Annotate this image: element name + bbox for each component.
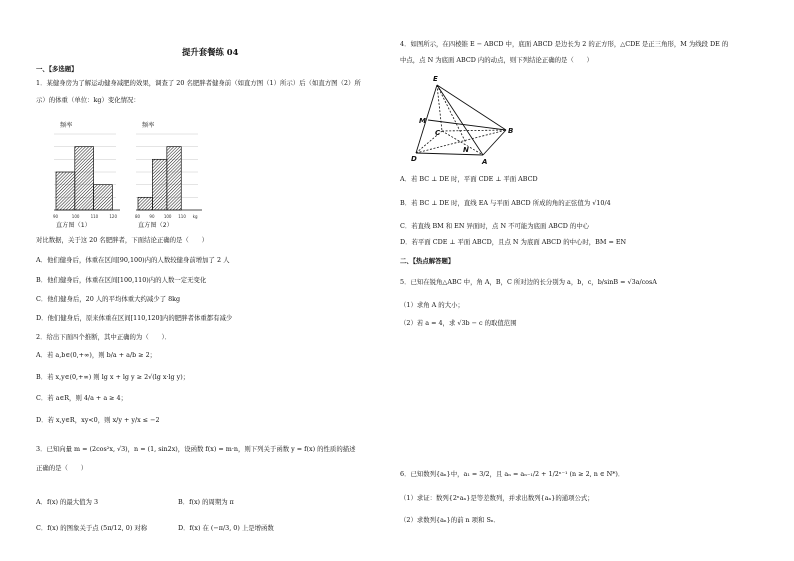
x-tick-label: 100 — [71, 214, 80, 219]
bar-[100,110) — [75, 147, 94, 210]
q1-line1: 1．某健身房为了解运动健身减肥的效果，调查了 20 名肥胖者健身前（如直方图（1）所示）后（如直方图（2）所 — [36, 79, 361, 87]
edge-EB — [437, 85, 506, 130]
edge-DA — [416, 153, 483, 155]
x-tick-label: 110 — [90, 214, 99, 219]
q3-option-c: C．f(x) 的图象关于点 (5π/12, 0) 对称 — [36, 524, 148, 532]
segment-EN — [437, 85, 466, 143]
q3-line1: 3．已知向量 m = (2cos²x, √3)，n = (1, sin2x)，设函数 f(x) = m·n，则下列关于函数 y = f(x) 的性质的描述 — [36, 445, 356, 453]
q1-option-b: B．他们健身后，体重在区间[100,110)内的人数一定无变化 — [36, 276, 207, 284]
q5-part2: （2）若 a = 4，求 √3b − c 的取值范围 — [400, 319, 517, 327]
chart-title: 频率 — [142, 122, 155, 129]
q4-line2: 中点，点 N 为底面 ABCD 内的动点，则下列结论正确的是（ ） — [400, 56, 593, 64]
q1-prompt: 对比数据，关于这 20 名肥胖者，下面结论正确的是（ ） — [36, 236, 208, 244]
q2-option-a: A．若 a,b∈(0,+∞)，则 b/a + a/b ≥ 2； — [36, 351, 157, 359]
label-D: D — [411, 155, 417, 163]
q2-stem: 2．给出下面四个推断，其中正确的为（ ）． — [36, 333, 172, 341]
q6-part2: （2）求数列{aₙ}的前 n 项和 Sₙ． — [400, 516, 501, 524]
bar-[90,100) — [56, 172, 75, 210]
x-tick-label: 120 — [109, 214, 118, 219]
x-tick-label: kg — [192, 214, 198, 219]
x-tick-label: 110 — [178, 214, 186, 219]
q2-option-c: C．若 a∈R，则 4/a + a ≥ 4； — [36, 394, 127, 402]
pyramid-figure — [408, 68, 520, 168]
q4-option-c: C．若直线 BM 和 EN 异面时，点 N 不可能为底面 ABCD 的中心 — [400, 222, 590, 230]
q4-option-b: B．若 BC ⊥ DE 时，直线 EA 与平面 ABCD 所成的角的正弦值为 √10/4 — [400, 199, 611, 207]
q3-option-d: D．f(x) 在 (−π/3, 0) 上是增函数 — [178, 524, 274, 532]
bar-[110,120] — [94, 185, 113, 210]
edge-AB — [483, 130, 506, 155]
chart-caption: 直方图（2） — [138, 222, 173, 229]
label-A: A — [482, 158, 488, 166]
label-M: M — [419, 117, 426, 125]
x-tick-label: 90 — [149, 214, 155, 219]
q2-option-b: B．若 x,y∈(0,+∞) 则 lg x + lg y ≥ 2√(lg x·lg y)； — [36, 373, 190, 381]
q4-line1: 4．如图所示，在四棱锥 E − ABCD 中，底面 ABCD 是边长为 2 的正方形，△CDE 是正三角形，M 为线段 DE 的 — [400, 40, 729, 48]
label-B: B — [508, 127, 514, 135]
q4-option-d: D．若平面 CDE ⊥ 平面 ABCD，且点 N 为底面 ABCD 的中心时，BM = EN — [400, 238, 627, 246]
edge-CB — [442, 130, 506, 131]
histogram-2 — [118, 112, 218, 230]
page-title: 提升套餐练 04 — [182, 47, 239, 57]
edge-EA — [437, 85, 483, 155]
x-tick-label: 90 — [53, 214, 59, 219]
q5-part1: （1）求角 A 的大小； — [400, 301, 464, 309]
bar-[80,90) — [138, 197, 152, 210]
bar-[90,100) — [152, 159, 166, 210]
q3-line2: 正确的是（ ） — [36, 464, 88, 472]
q1-line2: 示）的体重（单位：kg）变化情况： — [36, 96, 140, 104]
q6-stem: 6．已知数列{aₙ}中，a₁ = 3/2，且 aₙ = aₙ₋₁/2 + 1/2ⁿ⁻¹ (n ≥ 2, n ∈ N*)． — [400, 470, 625, 478]
q1-option-d: D．他们健身后，原来体重在区间[110,120]内的肥胖者体重都有减少 — [36, 314, 233, 322]
section-multiple-choice: 一、【多选题】 — [36, 65, 78, 73]
x-tick-label: 80 — [135, 214, 141, 219]
x-tick-label: 100 — [163, 214, 172, 219]
q1-option-c: C．他们健身后，20 人的平均体重大约减少了 8kg — [36, 295, 181, 303]
chart-title: 频率 — [60, 122, 73, 129]
bar-[100,110) — [167, 147, 181, 210]
q5-stem: 5．已知在锐角△ABC 中，角 A，B，C 所对边的长分别为 a，b，c，b/sinB = √3a/cosA — [400, 278, 657, 286]
label-E: E — [433, 75, 438, 83]
q6-part1: （1）求证：数列{2ⁿaₙ}是等差数列，并求出数列{aₙ}的通项公式； — [400, 494, 594, 502]
q4-option-a: A．若 BC ⊥ DE 时，平面 CDE ⊥ 平面 ABCD — [400, 175, 538, 183]
q3-option-b: B．f(x) 的周期为 π — [178, 498, 234, 506]
label-C: C — [435, 129, 441, 137]
label-N: N — [463, 146, 469, 154]
q3-option-a: A．f(x) 的最大值为 3 — [36, 498, 99, 506]
section-answer-questions: 二、【热点解答题】 — [400, 257, 455, 265]
q1-option-a: A．他们健身后，体重在区间[90,100)内的人数较健身前增加了 2 人 — [36, 256, 230, 264]
q2-option-d: D．若 x,y∈R，xy<0，则 x/y + y/x ≤ −2 — [36, 416, 160, 424]
chart-caption: 直方图（1） — [56, 222, 91, 229]
